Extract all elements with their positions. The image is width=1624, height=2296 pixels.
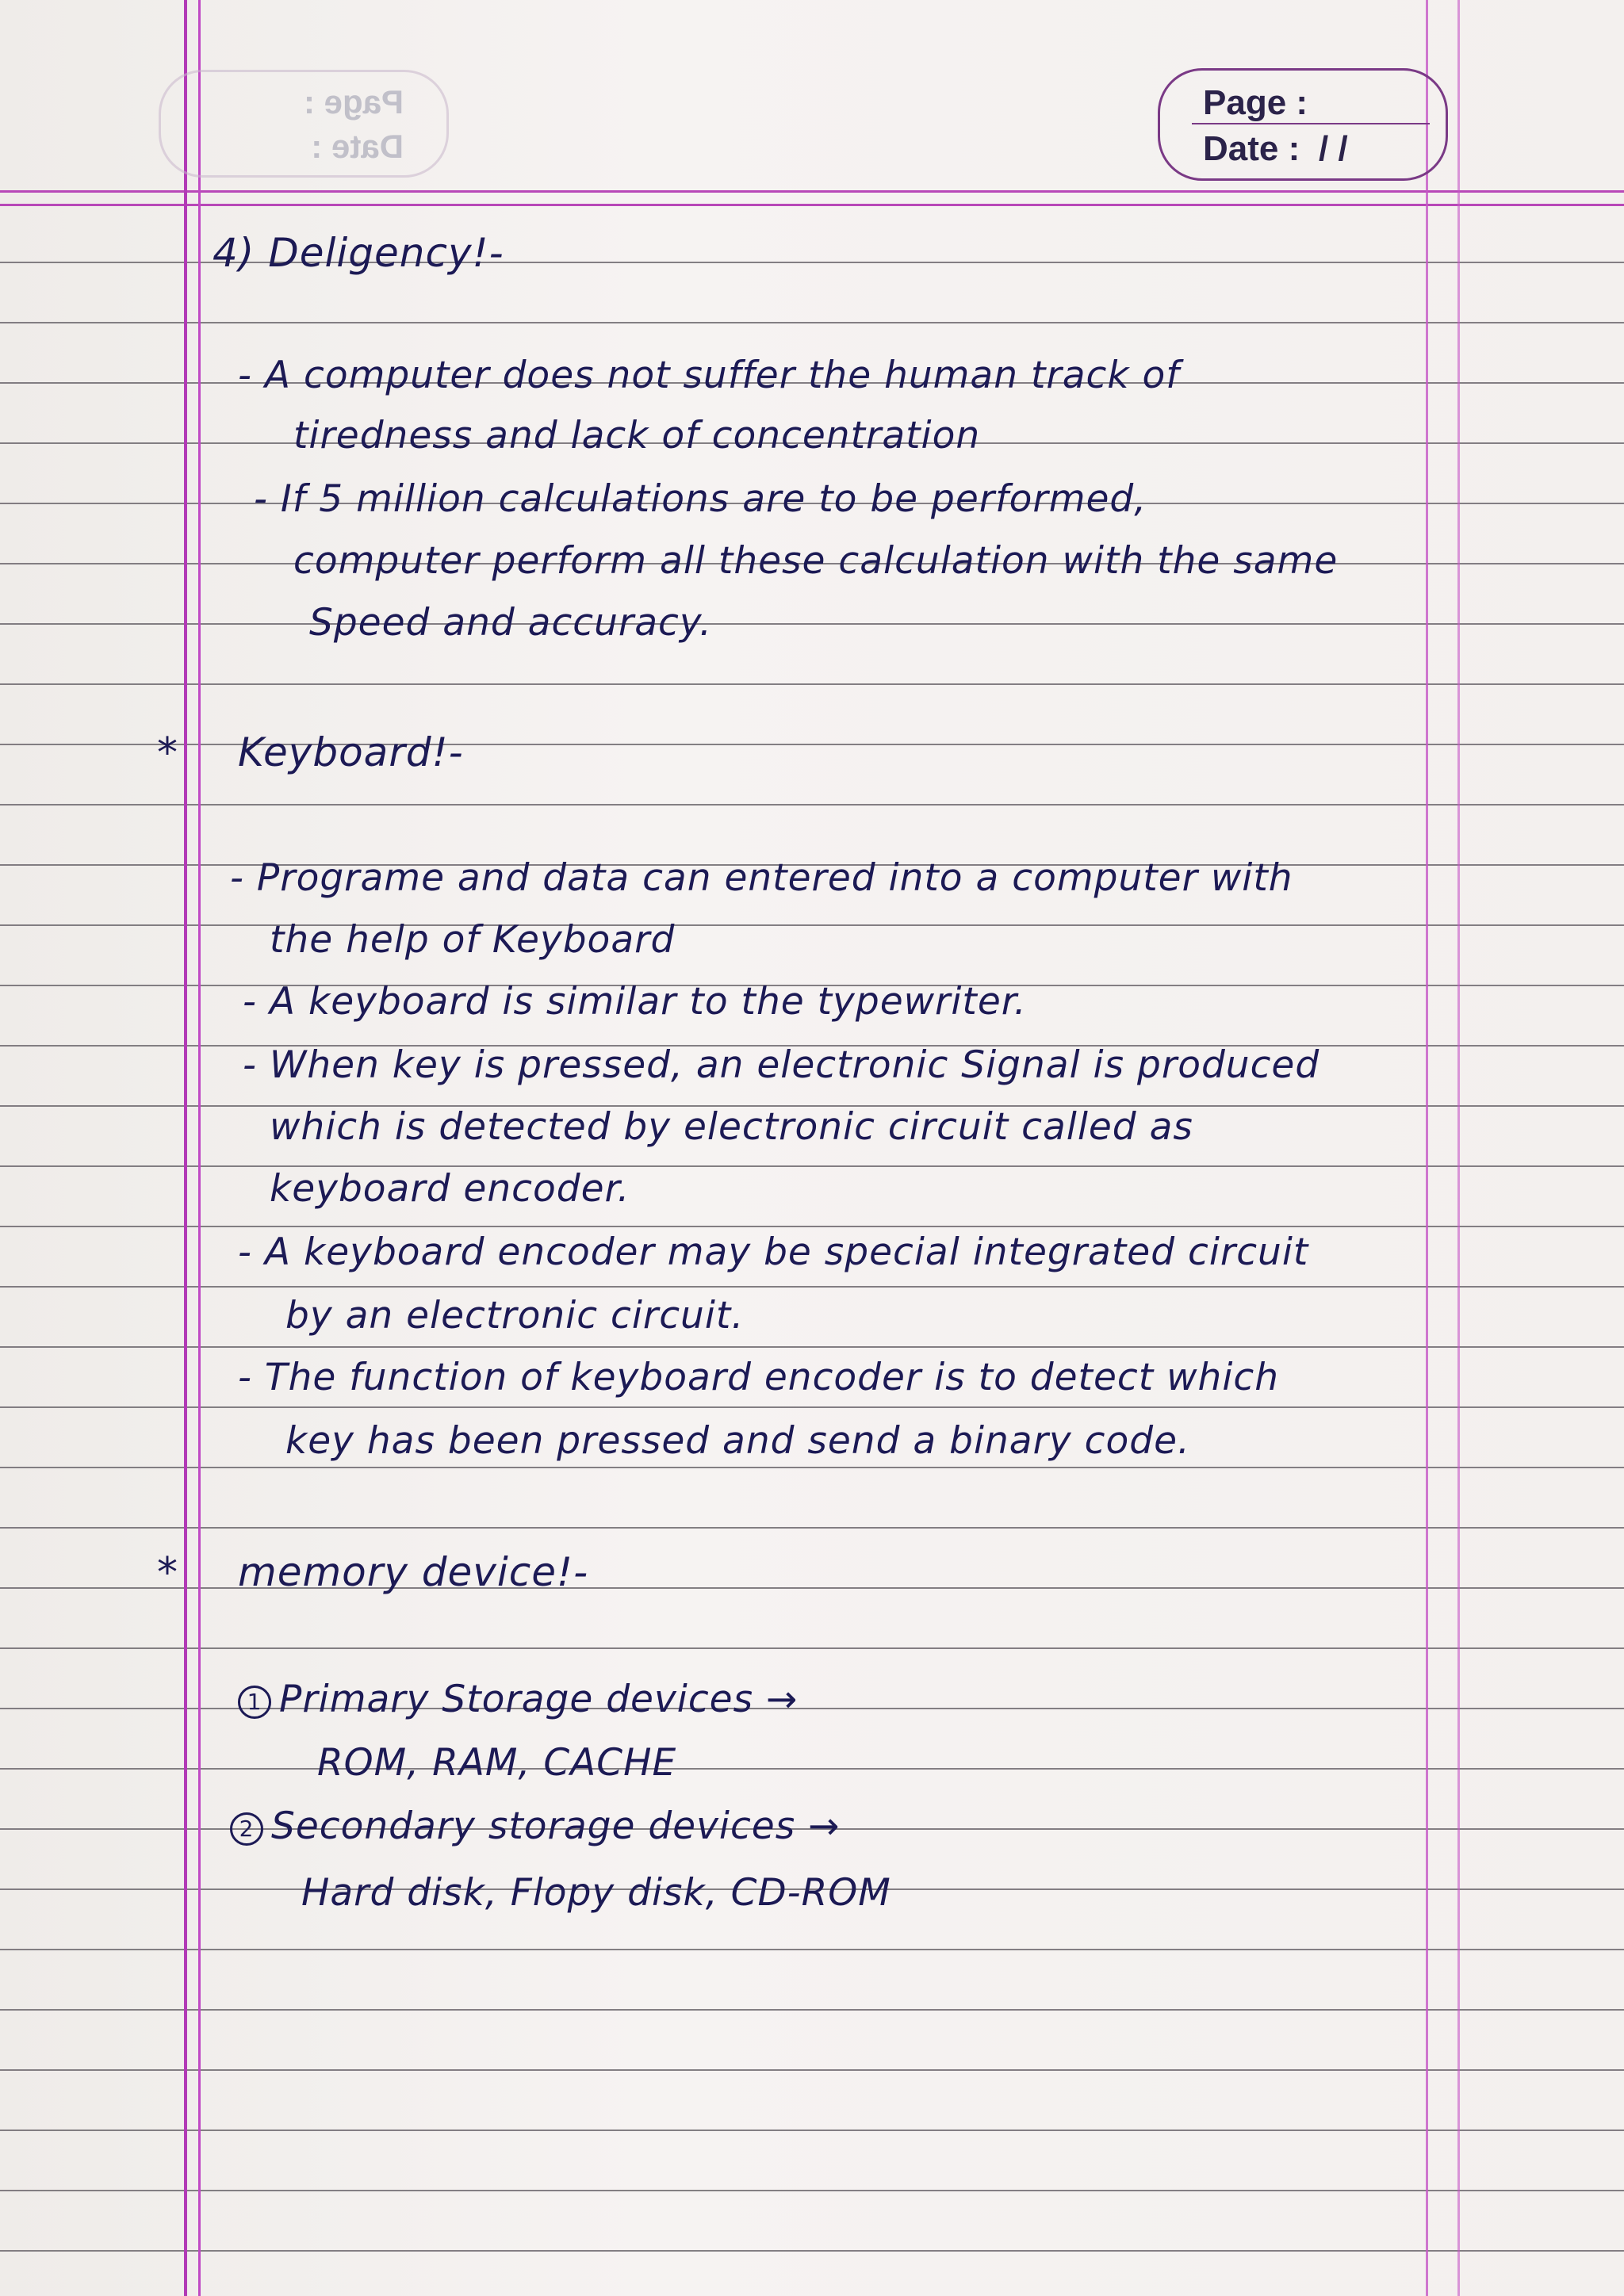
rule-line <box>0 1467 1624 1468</box>
item-number: 1 <box>238 1686 271 1719</box>
left-margin-line-inner <box>198 0 201 2296</box>
keyboard-heading: Keyboard!- <box>238 729 464 775</box>
page-label: Page : <box>1203 83 1308 122</box>
rule-line <box>0 924 1624 926</box>
rule-line <box>0 1346 1624 1348</box>
page-date-divider <box>1192 123 1430 124</box>
keyboard-line: - Programe and data can entered into a computer with <box>230 856 1293 900</box>
rule-line <box>0 1647 1624 1649</box>
memory-item-detail: Hard disk, Flopy disk, CD-ROM <box>301 1871 891 1915</box>
rule-line <box>0 1286 1624 1288</box>
rule-line <box>0 1949 1624 1950</box>
rule-line <box>0 1406 1624 1408</box>
right-margin-line <box>1426 0 1428 2296</box>
left-margin-line <box>184 0 187 2296</box>
rule-line <box>0 2190 1624 2191</box>
diligency-line: Speed and accuracy. <box>309 601 712 645</box>
rule-line <box>0 2009 1624 2011</box>
ghost-page-date-box <box>159 70 449 178</box>
keyboard-line: by an electronic circuit. <box>285 1294 745 1337</box>
keyboard-line: keyboard encoder. <box>270 1167 630 1211</box>
memory-item-title-text: Primary Storage devices → <box>279 1678 799 1721</box>
rule-line <box>0 1768 1624 1770</box>
rule-line <box>0 322 1624 323</box>
keyboard-line: the help of Keyboard <box>270 918 676 962</box>
item-number: 2 <box>230 1812 263 1846</box>
ghost-page-label: Page : <box>303 83 404 121</box>
memory-heading: memory device!- <box>238 1549 589 1595</box>
diligency-line: - If 5 million calculations are to be performed, <box>254 477 1147 521</box>
rule-line <box>0 1226 1624 1227</box>
rule-line <box>0 2130 1624 2131</box>
ghost-date-label: Date : <box>311 128 404 165</box>
bullet-star: * <box>157 729 178 777</box>
rule-line <box>0 804 1624 806</box>
memory-item-title <box>238 1678 798 1721</box>
diligency-line: - A computer does not suffer the human track of <box>238 354 1180 397</box>
diligency-heading: 4) Deligency!- <box>213 230 504 276</box>
rule-line <box>0 623 1624 625</box>
keyboard-line: - A keyboard encoder may be special integrated circuit <box>238 1230 1309 1274</box>
memory-item-detail: ROM, RAM, CACHE <box>317 1741 677 1785</box>
memory-item-title <box>230 1804 841 1848</box>
keyboard-line: - When key is pressed, an electronic Signal is produced <box>243 1043 1320 1087</box>
keyboard-line: - The function of keyboard encoder is to detect which <box>238 1356 1280 1399</box>
page-date-box <box>1158 68 1448 181</box>
date-value: / / <box>1319 129 1348 168</box>
rule-line <box>0 1165 1624 1167</box>
memory-item-title-text: Secondary storage devices → <box>271 1804 841 1848</box>
rule-line <box>0 2069 1624 2071</box>
diligency-line: computer perform all these calculation with the same <box>293 539 1339 583</box>
keyboard-line: - A keyboard is similar to the typewriter. <box>243 980 1027 1024</box>
bullet-star: * <box>157 1549 178 1597</box>
rule-line <box>0 683 1624 685</box>
right-margin-line-outer <box>1457 0 1460 2296</box>
date-label: Date : <box>1203 129 1300 168</box>
header-margin-band <box>0 190 1624 206</box>
keyboard-line: which is detected by electronic circuit called as <box>270 1105 1193 1149</box>
rule-line <box>0 1527 1624 1529</box>
rule-line <box>0 2250 1624 2252</box>
keyboard-line: key has been pressed and send a binary code. <box>285 1419 1190 1463</box>
diligency-line: tiredness and lack of concentration <box>293 414 981 457</box>
